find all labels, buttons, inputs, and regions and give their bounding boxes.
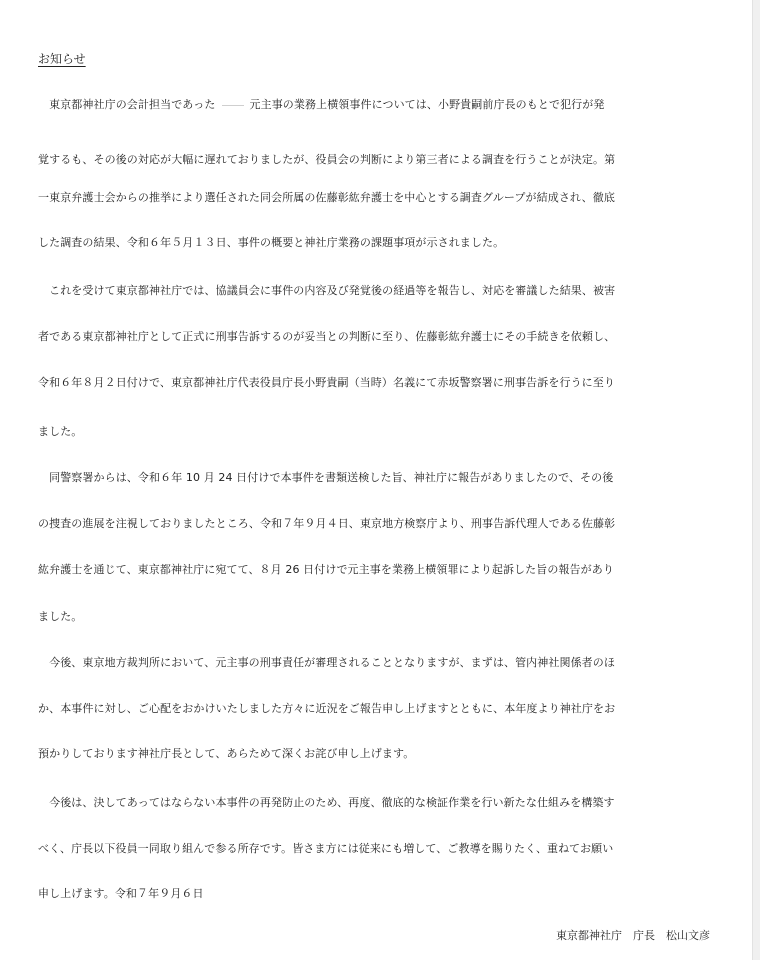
- body-line: [38, 98, 604, 112]
- body-line-text: 元主事の業務上横領事件については、小野貴嗣前庁長のもとで犯行が発: [249, 98, 605, 111]
- body-line: べく、庁長以下役員一同取り組んで参る所存です。皆さま方には従来にも増して、ご教導を賜りたく、重ねてお願い: [38, 842, 614, 855]
- body-line: 申し上げます。令和７年９月６日: [38, 887, 204, 900]
- body-line: の捜査の進展を注視しておりましたところ、令和７年９月４日、東京地方検察庁より、刑事告訴代理人である佐藤彰: [38, 517, 616, 530]
- body-line: 今後は、決してあってはならない本事件の再発防止のため、再度、徹底的な検証作業を行い新たな仕組みを構築す: [38, 796, 615, 809]
- scrollbar-track[interactable]: [752, 0, 760, 960]
- body-line-text: 東京都神社庁の会計担当であった: [38, 98, 216, 111]
- body-line: 預かりしております神社庁長として、あらためて深くお詫び申し上げます。: [38, 747, 415, 760]
- body-line: これを受けて東京都神社庁では、協議員会に事件の内容及び発覚後の経過等を報告し、対応を審議した結果、被害: [38, 284, 616, 297]
- body-line: か、本事件に対し、ご心配をおかけいたしました方々に近況をご報告申し上げますとともに、本年度より神社庁をお: [38, 702, 616, 715]
- redacted-name: [222, 104, 244, 106]
- notice-title: お知らせ: [38, 52, 86, 66]
- body-line: 者である東京都神社庁として正式に刑事告訴するのが妥当との判断に至り、佐藤彰紘弁護士にその手続きを依頼し、: [38, 330, 616, 343]
- body-line: した調査の結果、令和６年５月１３日、事件の概要と神社庁業務の課題事項が示されました。: [38, 236, 505, 249]
- body-line: 紘弁護士を通じて、東京都神社庁に宛てて、８月 26 日付けで元主事を業務上横領罪により起訴した旨の報告があり: [38, 563, 614, 576]
- body-line: ました。: [38, 610, 83, 623]
- body-line: 覚するも、その後の対応が大幅に遅れておりましたが、役員会の判断により第三者による調査を行うことが決定。第: [38, 153, 616, 166]
- body-line: 今後、東京地方裁判所において、元主事の刑事責任が審理されることとなりますが、まずは、管内神社関係者のほ: [38, 656, 615, 669]
- signature: 東京都神社庁 庁長 松山文彦: [556, 929, 710, 942]
- body-line: 同警察署からは、令和６年 10 月 24 日付けで本事件を書類送検した旨、神社庁に報告がありましたので、その後: [38, 471, 614, 484]
- body-line: ました。: [38, 425, 83, 438]
- body-line: 令和６年８月２日付けで、東京都神社庁代表役員庁長小野貴嗣（当時）名義にて赤坂警察署に刑事告訴を行うに至り: [38, 376, 615, 389]
- body-line: 一東京弁護士会からの推挙により選任された同会所属の佐藤彰紘弁護士を中心とする調査グループが結成され、徹底: [38, 191, 615, 204]
